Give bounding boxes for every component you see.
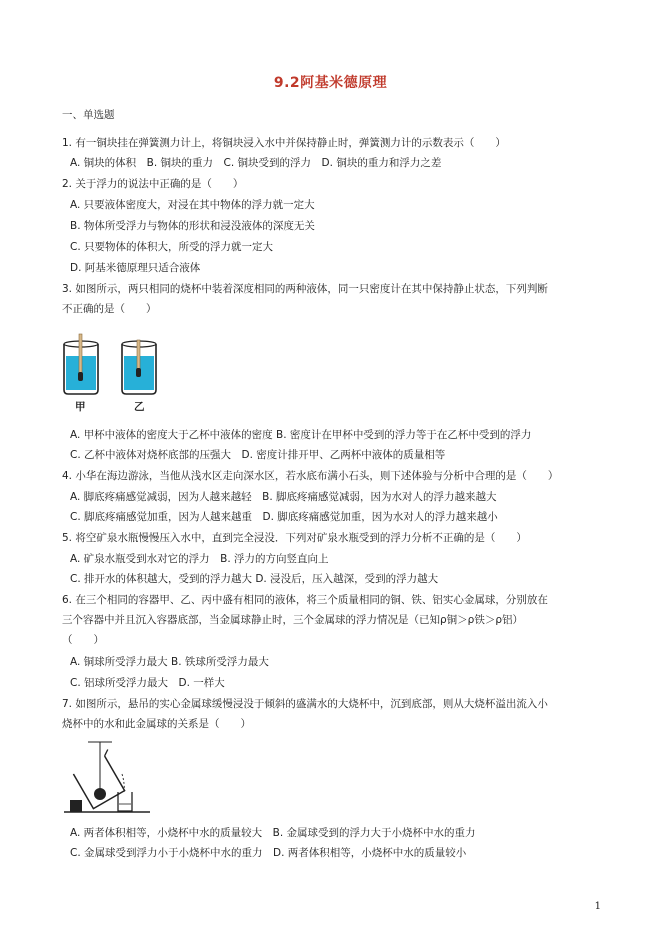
question-4-options-cd: C. 脚底疼痛感觉加重，因为人越来越重 D. 脚底疼痛感觉加重，因为水对人的浮力越来越小 [70,511,498,523]
question-7-stem-line2: 烧杯中的水和此金属球的关系是（ ） [62,718,251,730]
question-6-stem-line3: （ ） [62,634,104,646]
overflow-beaker-figure [62,740,152,816]
question-6-stem-line2: 三个容器中并且沉入容器底部，当金属球静止时，三个金属球的浮力情况是（已知ρ铜＞ρ铁＞ρ铝） [62,614,523,626]
question-4-stem: 4. 小华在海边游泳，当他从浅水区走向深水区，若水底布满小石头，则下述体验与分析中合理的是（ ） [62,470,559,482]
question-2-option-c: C. 只要物体的体积大，所受的浮力就一定大 [70,241,274,253]
question-6-options-ab: A. 铜球所受浮力最大 B. 铁球所受浮力最大 [70,656,269,668]
page-number: 1 [594,901,601,912]
question-3-stem-line2: 不正确的是（ ） [62,303,157,315]
question-7-stem-line1: 7. 如图所示，悬吊的实心金属球缓慢浸没于倾斜的盛满水的大烧杯中，沉到底部，则从大烧杯溢出流入小 [62,698,548,710]
question-7-options-cd: C. 金属球受到浮力小于小烧杯中水的重力 D. 两者体积相等，小烧杯中水的质量较小 [70,847,467,859]
question-3-options-cd: C. 乙杯中液体对烧杯底部的压强大 D. 密度计排开甲、乙两杯中液体的质量相等 [70,449,446,461]
question-2-option-a: A. 只要液体密度大，对浸在其中物体的浮力就一定大 [70,199,315,211]
question-5-stem: 5. 将空矿泉水瓶慢慢压入水中，直到完全浸没．下列对矿泉水瓶受到的浮力分析不正确的是（ ） [62,532,527,544]
question-3-stem-line1: 3. 如图所示，两只相同的烧杯中装着深度相同的两种液体，同一只密度计在其中保持静止状态，下列判断 [62,283,548,295]
question-5-options-ab: A. 矿泉水瓶受到水对它的浮力 B. 浮力的方向竖直向上 [70,553,329,565]
section-heading: 一、单选题 [62,109,115,121]
beaker-label-yi: 乙 [134,401,145,413]
question-2-option-d: D. 阿基米德原理只适合液体 [70,262,201,274]
question-7-options-ab: A. 两者体积相等，小烧杯中水的质量较大 B. 金属球受到的浮力大于小烧杯中水的重力 [70,827,476,839]
question-5-options-cd: C. 排开水的体积越大，受到的浮力越大 D. 浸没后，压入越深，受到的浮力越大 [70,573,439,585]
page-title: 9.2阿基米德原理 [273,75,388,91]
question-6-stem-line1: 6. 在三个相同的容器甲、乙、丙中盛有相同的液体，将三个质量相同的铜、铁、铝实心金属球，分别放在 [62,594,548,606]
question-6-options-cd: C. 铝球所受浮力最大 D. 一样大 [70,677,225,689]
question-4-options-ab: A. 脚底疼痛感觉减弱，因为人越来越轻 B. 脚底疼痛感觉减弱，因为水对人的浮力越来越大 [70,491,497,503]
question-1-options: A. 铜块的体积 B. 铜块的重力 C. 铜块受到的浮力 D. 铜块的重力和浮力之差 [70,157,442,169]
beaker-label-jia: 甲 [75,401,86,413]
question-1-stem: 1. 有一铜块挂在弹簧测力计上，将铜块浸入水中并保持静止时，弹簧测力计的示数表示（ ） [62,137,506,149]
question-2-option-b: B. 物体所受浮力与物体的形状和浸没液体的深度无关 [70,220,315,232]
question-3-options-ab: A. 甲杯中液体的密度大于乙杯中液体的密度 B. 密度计在甲杯中受到的浮力等于在乙杯中受到的浮力 [70,429,532,441]
question-2-stem: 2. 关于浮力的说法中正确的是（ ） [62,178,244,190]
